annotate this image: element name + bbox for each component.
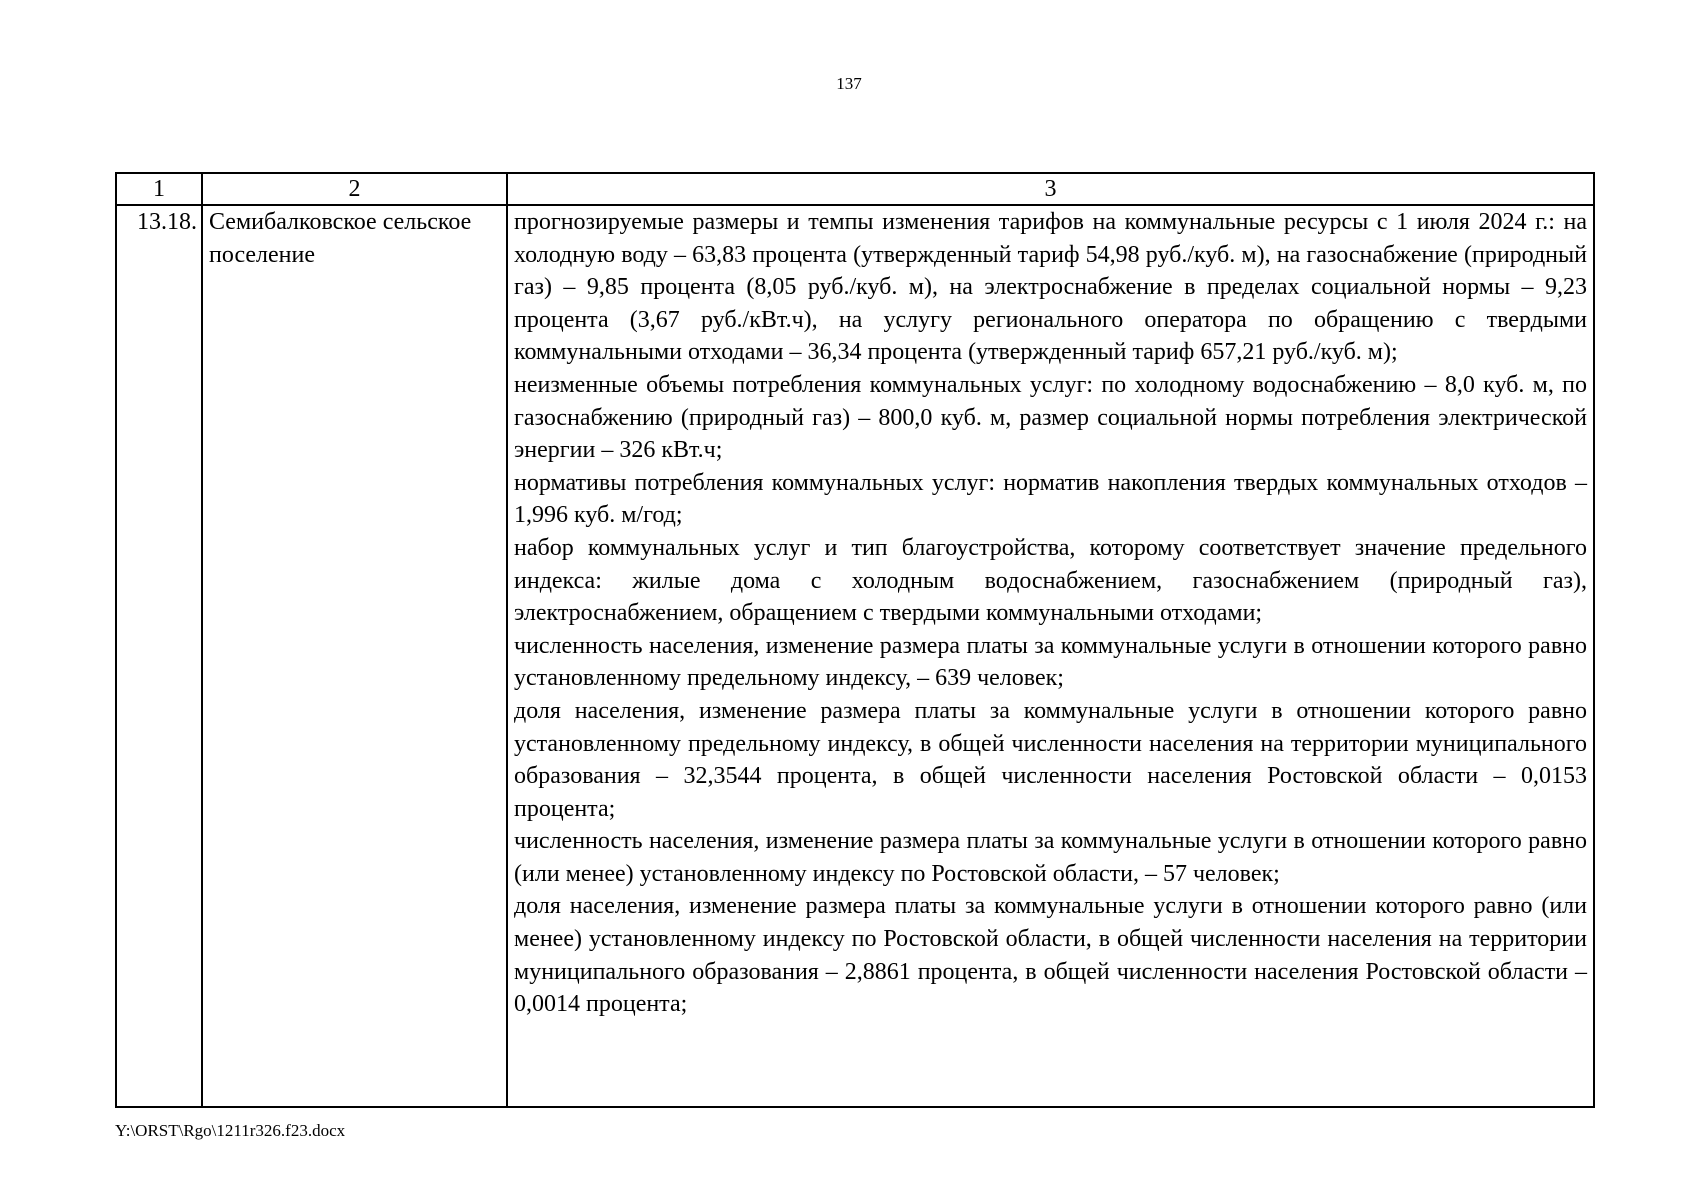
paragraph-consumption-volumes: неизменные объемы потребления коммунальных услуг: по холодному водоснабжению – 8,0 куб. м, по газоснабжению (природный газ) – 800,0 куб. м, размер социальной нормы потребления электрической энергии – 326 кВт.ч; [514,371,1587,464]
paragraph-population-count-regional: численность населения, изменение размера платы за коммунальные услуги в отношении которого равно (или менее) установленному индексу по Ростовской области, – 57 человек; [514,828,1587,887]
column-header-1: 1 [116,173,202,205]
paragraph-population-share-regional: доля населения, изменение размера платы за коммунальные услуги в отношении которого равно (или менее) установленному индексу по Ростовской области, в общей численности населения на территории муниципального образования – 2,8861 процента, в общей численности населения Ростовской области – 0,0014 процента; [514,893,1587,1018]
tariff-details [507,205,1594,1107]
row-number: 13.18. [116,205,202,1107]
table-header-row [116,173,1594,205]
paragraph-population-count-limit: численность населения, изменение размера платы за коммунальные услуги в отношении которого равно установленному предельному индексу, – 639 человек; [514,632,1587,692]
paragraph-service-set: набор коммунальных услуг и тип благоустройства, которому соответствует значение предельного индекса: жилые дома с холодным водоснабжением, газоснабжением (природный газ), электроснабжением, обращением с твердыми коммунальными отходами; [514,534,1587,627]
settlement-name: Семибалковское сельское поселение [202,205,507,1107]
paragraph-tariffs: прогнозируемые размеры и темпы изменения тарифов на коммунальные ресурсы с 1 июля 2024 г.: на холодную воду – 63,83 процента (утвержденный тариф 54,98 руб./куб. м), на газоснабжение (природный газ) – 9,85 процента (8,05 руб./куб. м), на электроснабжение в пределах социальной нормы – 9,23 процента (3,67 руб./кВт.ч), на услугу регионального оператора по обращению с твердыми коммунальными отходами – 36,34 процента (утвержденный тариф 657,21 руб./куб. м); [514,209,1587,366]
paragraph-consumption-norms: нормативы потребления коммунальных услуг: норматив накопления твердых коммунальных отходов – 1,996 куб. м/год; [514,469,1587,529]
tariff-table [115,172,1595,1108]
table-row [116,205,1594,1107]
paragraph-population-share-limit: доля населения, изменение размера платы за коммунальные услуги в отношении которого равно установленному предельному индексу, в общей численности населения на территории муниципального образования – 32,3544 процента, в общей численности населения Ростовской области – 0,0153 процента; [514,697,1587,822]
document-file-path: Y:\ORST\Rgo\1211r326.f23.docx [115,1121,346,1140]
column-header-3: 3 [507,173,1594,205]
column-header-2: 2 [202,173,507,205]
page-number: 137 [836,74,862,93]
